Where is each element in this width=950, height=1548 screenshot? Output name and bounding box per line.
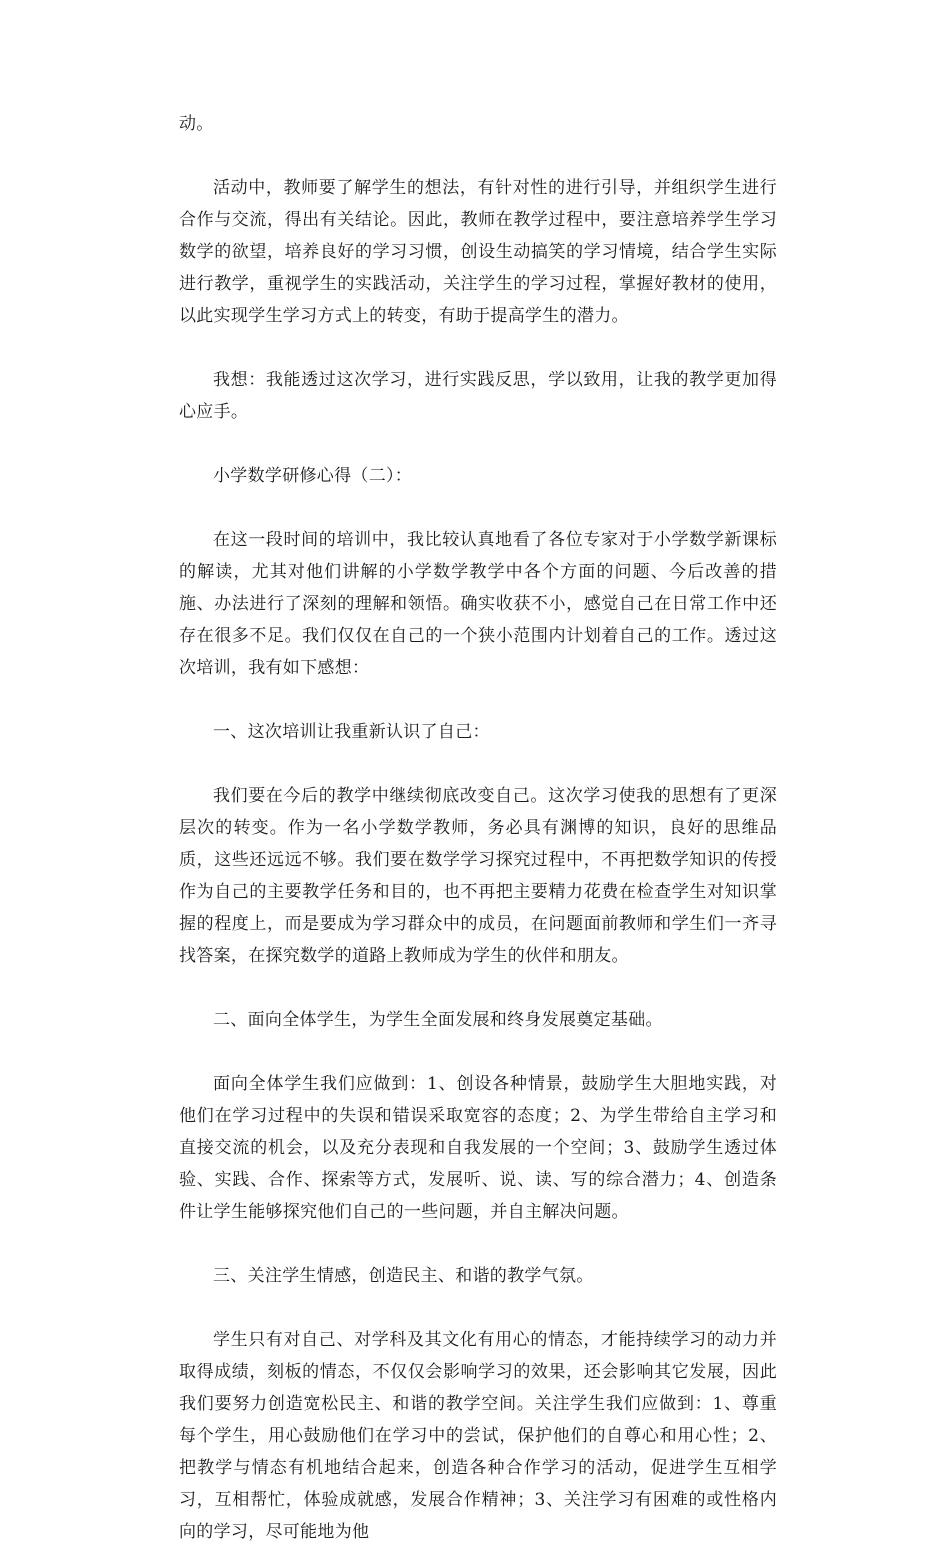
heading-point-one: 一、这次培训让我重新认识了自己：	[213, 722, 490, 742]
paragraph-point-three: 学生只有对自己、对学科及其文化有用心的情态，才能持续学习的动力并取得成绩，刻板的情态，不仅仅会影响学习的效果，还会影响其它发展，因此我们要努力创造宽松民主、和谐的教学空间。关注学生我们应做到：1、尊重每个学生，用心鼓励他们在学习中的尝试，保护他们的自尊心和用心性；2、把教学与情态有机地结合起来，创造各种合作学习的活动，促进学生互相学习，互相帮忙，体验成就感，发展合作精神；3、关注学习有困难的或性格内向的学习，尽可能地为他	[179, 1330, 777, 1542]
paragraph-point-two: 面向全体学生我们应做到：1、创设各种情景，鼓励学生大胆地实践，对他们在学习过程中的失误和错误采取宽容的态度；2、为学生带给自主学习和直接交流的机会，以及充分表现和自我发展的一个空间；3、鼓励学生透过体验、实践、合作、探索等方式，发展听、说、读、写的综合潜力；4、创造条件让学生能够探究他们自己的一些问题，并自主解决问题。	[179, 1074, 777, 1222]
paragraph-reflection: 我想：我能透过这次学习，进行实践反思，学以致用，让我的教学更加得心应手。	[179, 370, 777, 422]
paragraph-continuation: 动。	[179, 114, 214, 134]
paragraph-training-intro: 在这一段时间的培训中，我比较认真地看了各位专家对于小学数学新课标的解读，尤其对他们讲解的小学数学教学中各个方面的问题、今后改善的措施、办法进行了深刻的理解和领悟。确实收获不小，感觉自己在日常工作中还存在很多不足。我们仅仅在自己的一个狭小范围内计划着自己的工作。透过这次培训，我有如下感想：	[179, 530, 777, 678]
document-body	[179, 108, 777, 1548]
heading-point-two: 二、面向全体学生，为学生全面发展和终身发展奠定基础。	[213, 1010, 663, 1030]
paragraph-point-one: 我们要在今后的教学中继续彻底改变自己。这次学习使我的思想有了更深层次的转变。作为一名小学数学教师，务必具有渊博的知识，良好的思维品质，这些还远远不够。我们要在数学学习探究过程中，不再把数学知识的传授作为自己的主要教学任务和目的，也不再把主要精力花费在检查学生对知识掌握的程度上，而是要成为学习群众中的成员，在问题面前教师和学生们一齐寻找答案，在探究数学的道路上教师成为学生的伙伴和朋友。	[179, 786, 777, 966]
heading-point-three: 三、关注学生情感，创造民主、和谐的教学气氛。	[213, 1266, 594, 1286]
section-title-part-two: 小学数学研修心得（二）：	[213, 466, 413, 486]
paragraph-activity: 活动中，教师要了解学生的想法，有针对性的进行引导，并组织学生进行合作与交流，得出有关结论。因此，教师在教学过程中，要注意培养学生学习数学的欲望，培养良好的学习习惯，创设生动搞笑的学习情境，结合学生实际进行教学，重视学生的实践活动，关注学生的学习过程，掌握好教材的使用，以此实现学生学习方式上的转变，有助于提高学生的潜力。	[179, 178, 777, 326]
